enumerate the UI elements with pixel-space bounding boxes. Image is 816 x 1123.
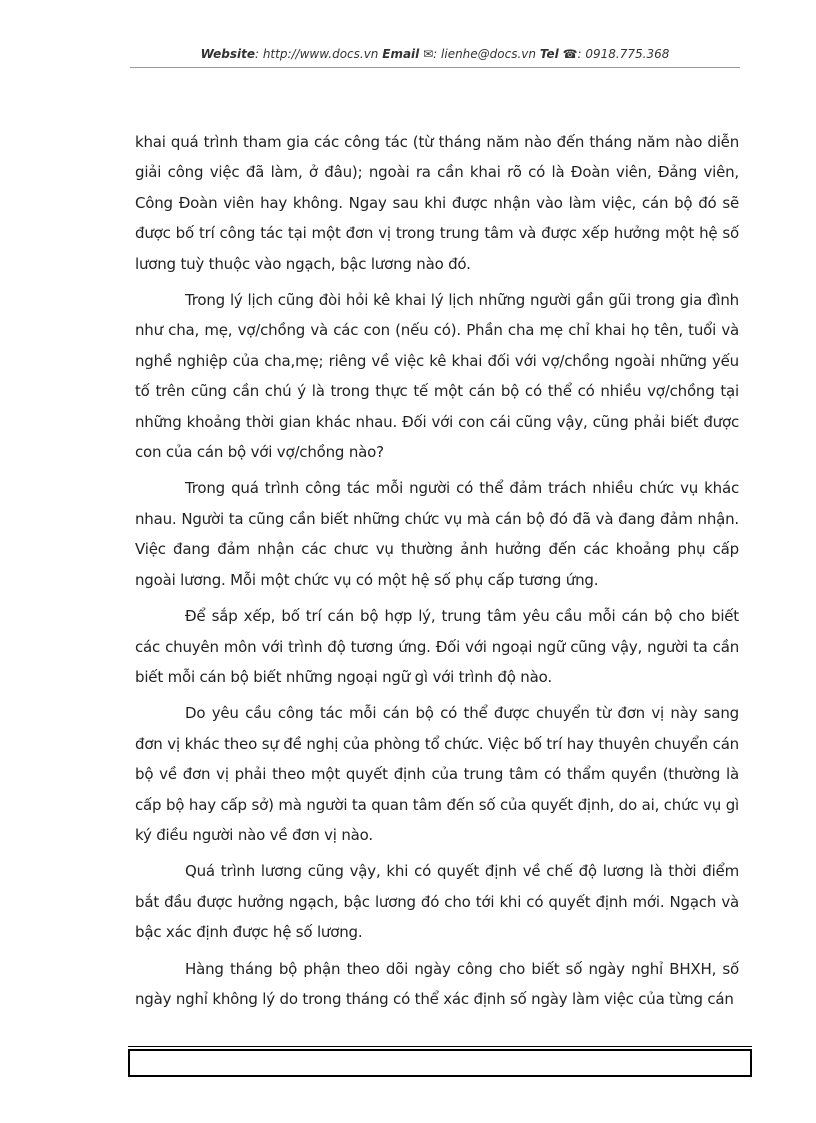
phone-icon: ☎ xyxy=(562,47,578,61)
email-value: : lienhe@docs.vn xyxy=(433,47,537,61)
email-label: Email xyxy=(382,47,420,61)
paragraph: Trong lý lịch cũng đòi hỏi kê khai lý lịch những người gần gũi trong gia đình như cha, mẹ, vợ/chồng và các con (nếu có). Phần cha mẹ chỉ khai họ tên, tuổi và nghề nghiệp của cha,mẹ; riêng về việc kê khai đối với vợ/chồng ngoài những yếu tố trên cũng cần chú ý là trong thực tế một cán bộ có thể có nhiều vợ/chồng tại những khoảng thời gian khác nhau. Đối với con cái cũng vậy, cũng phải biết được con của cán bộ với vợ/chồng nào? xyxy=(135,291,739,462)
paragraph: khai quá trình tham gia các công tác (từ tháng năm nào đến tháng năm nào diễn giải công việc đã làm, ở đâu); ngoài ra cần khai rõ có là Đoàn viên, Đảng viên, Công Đoàn viên hay không. Ngay sau khi được nhận vào làm việc, cán bộ đó sẽ được bố trí công tác tại một đơn vị trong trung tâm và được xếp hưởng một hệ số lương tuỳ thuộc vào ngạch, bậc lương nào đó. xyxy=(135,133,739,273)
paragraph: Quá trình lương cũng vậy, khi có quyết định về chế độ lương là thời điểm bắt đầu được hưởng ngạch, bậc lương đó cho tới khi có quyết định mới. Ngạch và bậc xác định được hệ số lương. xyxy=(135,862,739,942)
tel-value: : 0918.775.368 xyxy=(577,47,670,61)
tel-label: Tel xyxy=(539,47,559,61)
website-value: : http://www.docs.vn xyxy=(254,47,379,61)
paragraph: Do yêu cầu công tác mỗi cán bộ có thể được chuyển từ đơn vị này sang đơn vị khác theo sự đề nghị của phòng tổ chức. Việc bố trí hay thuyên chuyển cán bộ về đơn vị phải theo một quyết định của trung tâm có thẩm quyền (thường là cấp bộ hay cấp sở) mà người ta quan tâm đến số của quyết định, do ai, chức vụ gì ký điều người nào về đơn vị nào. xyxy=(135,704,739,844)
document-body xyxy=(135,127,739,1020)
paragraph: Để sắp xếp, bố trí cán bộ hợp lý, trung tâm yêu cầu mỗi cán bộ cho biết các chuyên môn với trình độ tương ứng. Đối với ngoại ngữ cũng vậy, người ta cần biết mỗi cán bộ biết những ngoại ngữ gì với trình độ nào. xyxy=(135,607,739,686)
page-header xyxy=(130,47,740,68)
paragraph: Hàng tháng bộ phận theo dõi ngày công cho biết số ngày nghỉ BHXH, số ngày nghỉ không lý do trong tháng có thể xác định số ngày làm việc của từng cán xyxy=(135,959,739,1008)
email-icon: ✉ xyxy=(423,47,434,61)
website-label: Website xyxy=(200,47,255,61)
paragraph: Trong quá trình công tác mỗi người có thể đảm trách nhiều chức vụ khác nhau. Người ta cũng cần biết những chức vụ mà cán bộ đó đã và đang đảm nhận. Việc đang đảm nhận các chưc vụ thường ảnh hưởng đến các khoảng phụ cấp ngoài lương. Mỗi một chức vụ có một hệ số phụ cấp tương ứng. xyxy=(135,479,739,589)
footer-box xyxy=(128,1049,752,1077)
